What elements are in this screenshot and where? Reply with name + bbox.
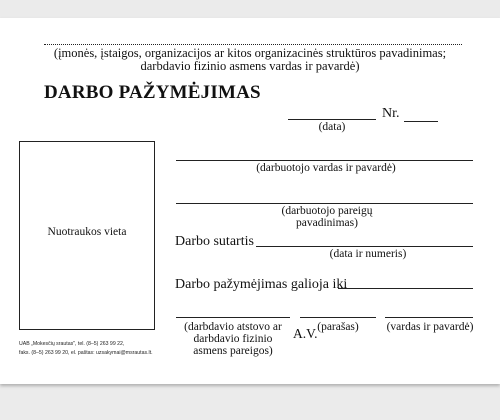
contract-label: Darbo sutartis: [175, 234, 254, 249]
number-label: Nr.: [382, 106, 400, 121]
signature-caption: (parašas): [317, 321, 359, 333]
number-line[interactable]: [404, 121, 438, 122]
publisher-info-line1: UAB „Mokesčių srautas", tel. (8–5) 263 99 22,: [19, 341, 125, 347]
employee-position-caption: (darbuotojo pareigų pavadinimas): [281, 205, 373, 229]
employee-position-line[interactable]: [176, 203, 473, 204]
contract-line[interactable]: [256, 246, 473, 247]
valid-until-line[interactable]: [338, 288, 473, 289]
date-caption: (data): [318, 121, 346, 133]
employee-name-line[interactable]: [176, 160, 473, 161]
signer-name-caption: (vardas ir pavardė): [386, 321, 474, 333]
representative-caption-line3: asmens pareigos): [193, 345, 273, 357]
form-title: DARBO PAŽYMĖJIMAS: [44, 82, 261, 103]
photo-placeholder: [19, 141, 155, 330]
organization-name-line: [44, 44, 462, 45]
signer-name-line[interactable]: [385, 317, 473, 318]
signature-line[interactable]: [300, 317, 376, 318]
organization-caption-line2: darbdavio fizinio asmens vardas ir pavardė): [140, 59, 360, 73]
organization-caption-line1: (įmonės, įstaigos, organizacijos ar kitos organizacinės struktūros pavadinimas;: [53, 46, 447, 60]
photo-placeholder-label: Nuotraukos vieta: [47, 226, 127, 238]
contract-caption: (data ir numeris): [329, 248, 407, 260]
representative-caption-line1: (darbdavio atstovo ar: [184, 321, 282, 333]
representative-position-line[interactable]: [176, 317, 290, 318]
publisher-info-line2: faks. (8–5) 263 99 20, el. paštas: uzsakymai@msrautas.lt.: [19, 350, 153, 356]
stamp-placeholder: A.V.: [293, 326, 318, 341]
employee-name-caption: (darbuotojo vardas ir pavardė): [256, 162, 396, 174]
valid-until-label: Darbo pažymėjimas galioja iki: [175, 277, 348, 292]
date-line[interactable]: [288, 119, 376, 120]
representative-caption-line2: darbdavio fizinio: [193, 333, 273, 345]
